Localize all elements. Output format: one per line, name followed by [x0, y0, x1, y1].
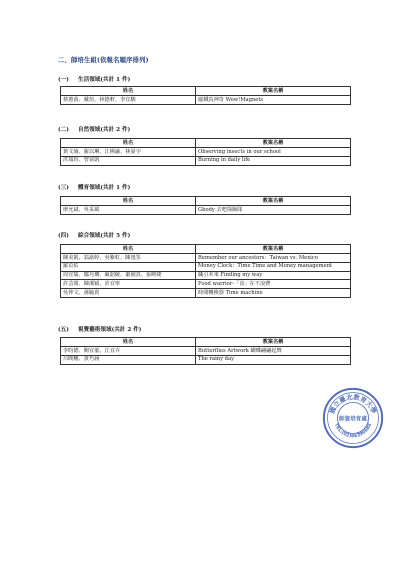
section-number: (二)	[58, 127, 69, 133]
official-seal	[322, 387, 384, 449]
table-row	[61, 355, 351, 364]
section-title: 體育領域(共計 1 件)	[78, 185, 131, 191]
header-plan: 教案名稱	[196, 139, 351, 148]
section-heading	[58, 125, 130, 133]
table-header-row	[61, 338, 351, 347]
names-cell: 呂映穗、黃巧涵	[61, 355, 196, 364]
table-row	[61, 347, 351, 356]
names-cell: 陳美凱、翁渝婷、吳紫虹、陳逸筌	[61, 254, 196, 263]
table-row	[61, 96, 351, 105]
plan-cell: Money Clock：Time Time and Money management	[196, 262, 351, 271]
table-row	[61, 148, 351, 157]
header-plan: 教案名稱	[196, 197, 351, 206]
names-cell: 周宜儒、鄒丹璘、嚴韶綾、蕭園真、張曉婕	[61, 271, 196, 280]
names-cell: 廖允斌、吳采風	[61, 206, 196, 215]
section-table	[60, 196, 351, 215]
table-row	[61, 288, 351, 297]
header-plan: 教案名稱	[196, 87, 351, 96]
table-row	[61, 262, 351, 271]
names-cell: 李昀德、闕宜蓁、江宜卉	[61, 347, 196, 356]
plan-cell: 時間轉換器 Time machine	[196, 288, 351, 297]
names-cell: 黃文瑜、羅以琳、江俐諭、林晏宇	[61, 148, 196, 157]
plan-cell: Burning in daily life	[196, 156, 351, 165]
plan-cell: Butterflies Artwork 蝴蝶翩翩起舞	[196, 347, 351, 356]
section-number: (一)	[58, 77, 69, 83]
table-row	[61, 156, 351, 165]
section-table	[60, 86, 351, 105]
plan-cell: Remember our ancestors：Taiwan vs. Mexico	[196, 254, 351, 263]
section-table	[60, 244, 351, 298]
plan-cell: Food warrior-「食」在不浪費	[196, 280, 351, 289]
section-heading	[58, 75, 130, 83]
table-header-row	[61, 139, 351, 148]
table-header-row	[61, 197, 351, 206]
plan-cell: Gbody 去吧探險隊	[196, 206, 351, 215]
page-title: 二、師培生組(依報名順序排列)	[58, 57, 149, 64]
table-row	[61, 271, 351, 280]
section-heading	[58, 183, 130, 191]
section-heading	[58, 325, 141, 333]
names-cell: 洪瑞瑄、曾富凱	[61, 156, 196, 165]
section-title: 生活領域(共計 1 件)	[78, 77, 131, 83]
header-plan: 教案名稱	[196, 338, 351, 347]
section-table	[60, 138, 351, 166]
header-names: 姓名	[61, 87, 196, 96]
section-table	[60, 337, 351, 365]
names-cell: 蔡蕙茵、戴瑄、林德軒、李宜駿	[61, 96, 196, 105]
section-number: (四)	[58, 233, 69, 239]
header-names: 姓名	[61, 197, 196, 206]
table-header-row	[61, 245, 351, 254]
section-heading	[58, 231, 130, 239]
section-title: 視覺藝術領域(共計 2 件)	[78, 327, 142, 333]
plan-cell: Observing insects in our school	[196, 148, 351, 157]
names-cell: 羅苡佑	[61, 262, 196, 271]
header-plan: 教案名稱	[196, 245, 351, 254]
table-row	[61, 206, 351, 215]
plan-cell: The rainy day	[196, 355, 351, 364]
names-cell: 許芸閔、陳潔穎、許宜寧	[61, 280, 196, 289]
section-number: (三)	[58, 185, 69, 191]
table-row	[61, 254, 351, 263]
header-names: 姓名	[61, 245, 196, 254]
plan-cell: 磁鐵真神奇 Wow!Magnets	[196, 96, 351, 105]
seal-center-text: 師資培育處	[339, 416, 367, 423]
header-names: 姓名	[61, 139, 196, 148]
plan-cell: 職引未來 Finding my way	[196, 271, 351, 280]
section-title: 自然領域(共計 2 件)	[78, 127, 131, 133]
table-header-row	[61, 87, 351, 96]
section-title: 綜合領域(共計 5 件)	[78, 233, 131, 239]
header-names: 姓名	[61, 338, 196, 347]
table-row	[61, 280, 351, 289]
names-cell: 吳仲文、孫毓貴	[61, 288, 196, 297]
seal-phone-text: TEL:(02)66396688	[332, 423, 374, 440]
section-number: (五)	[58, 327, 69, 333]
seal-outer-text: 國立臺北教育大學	[328, 393, 378, 415]
